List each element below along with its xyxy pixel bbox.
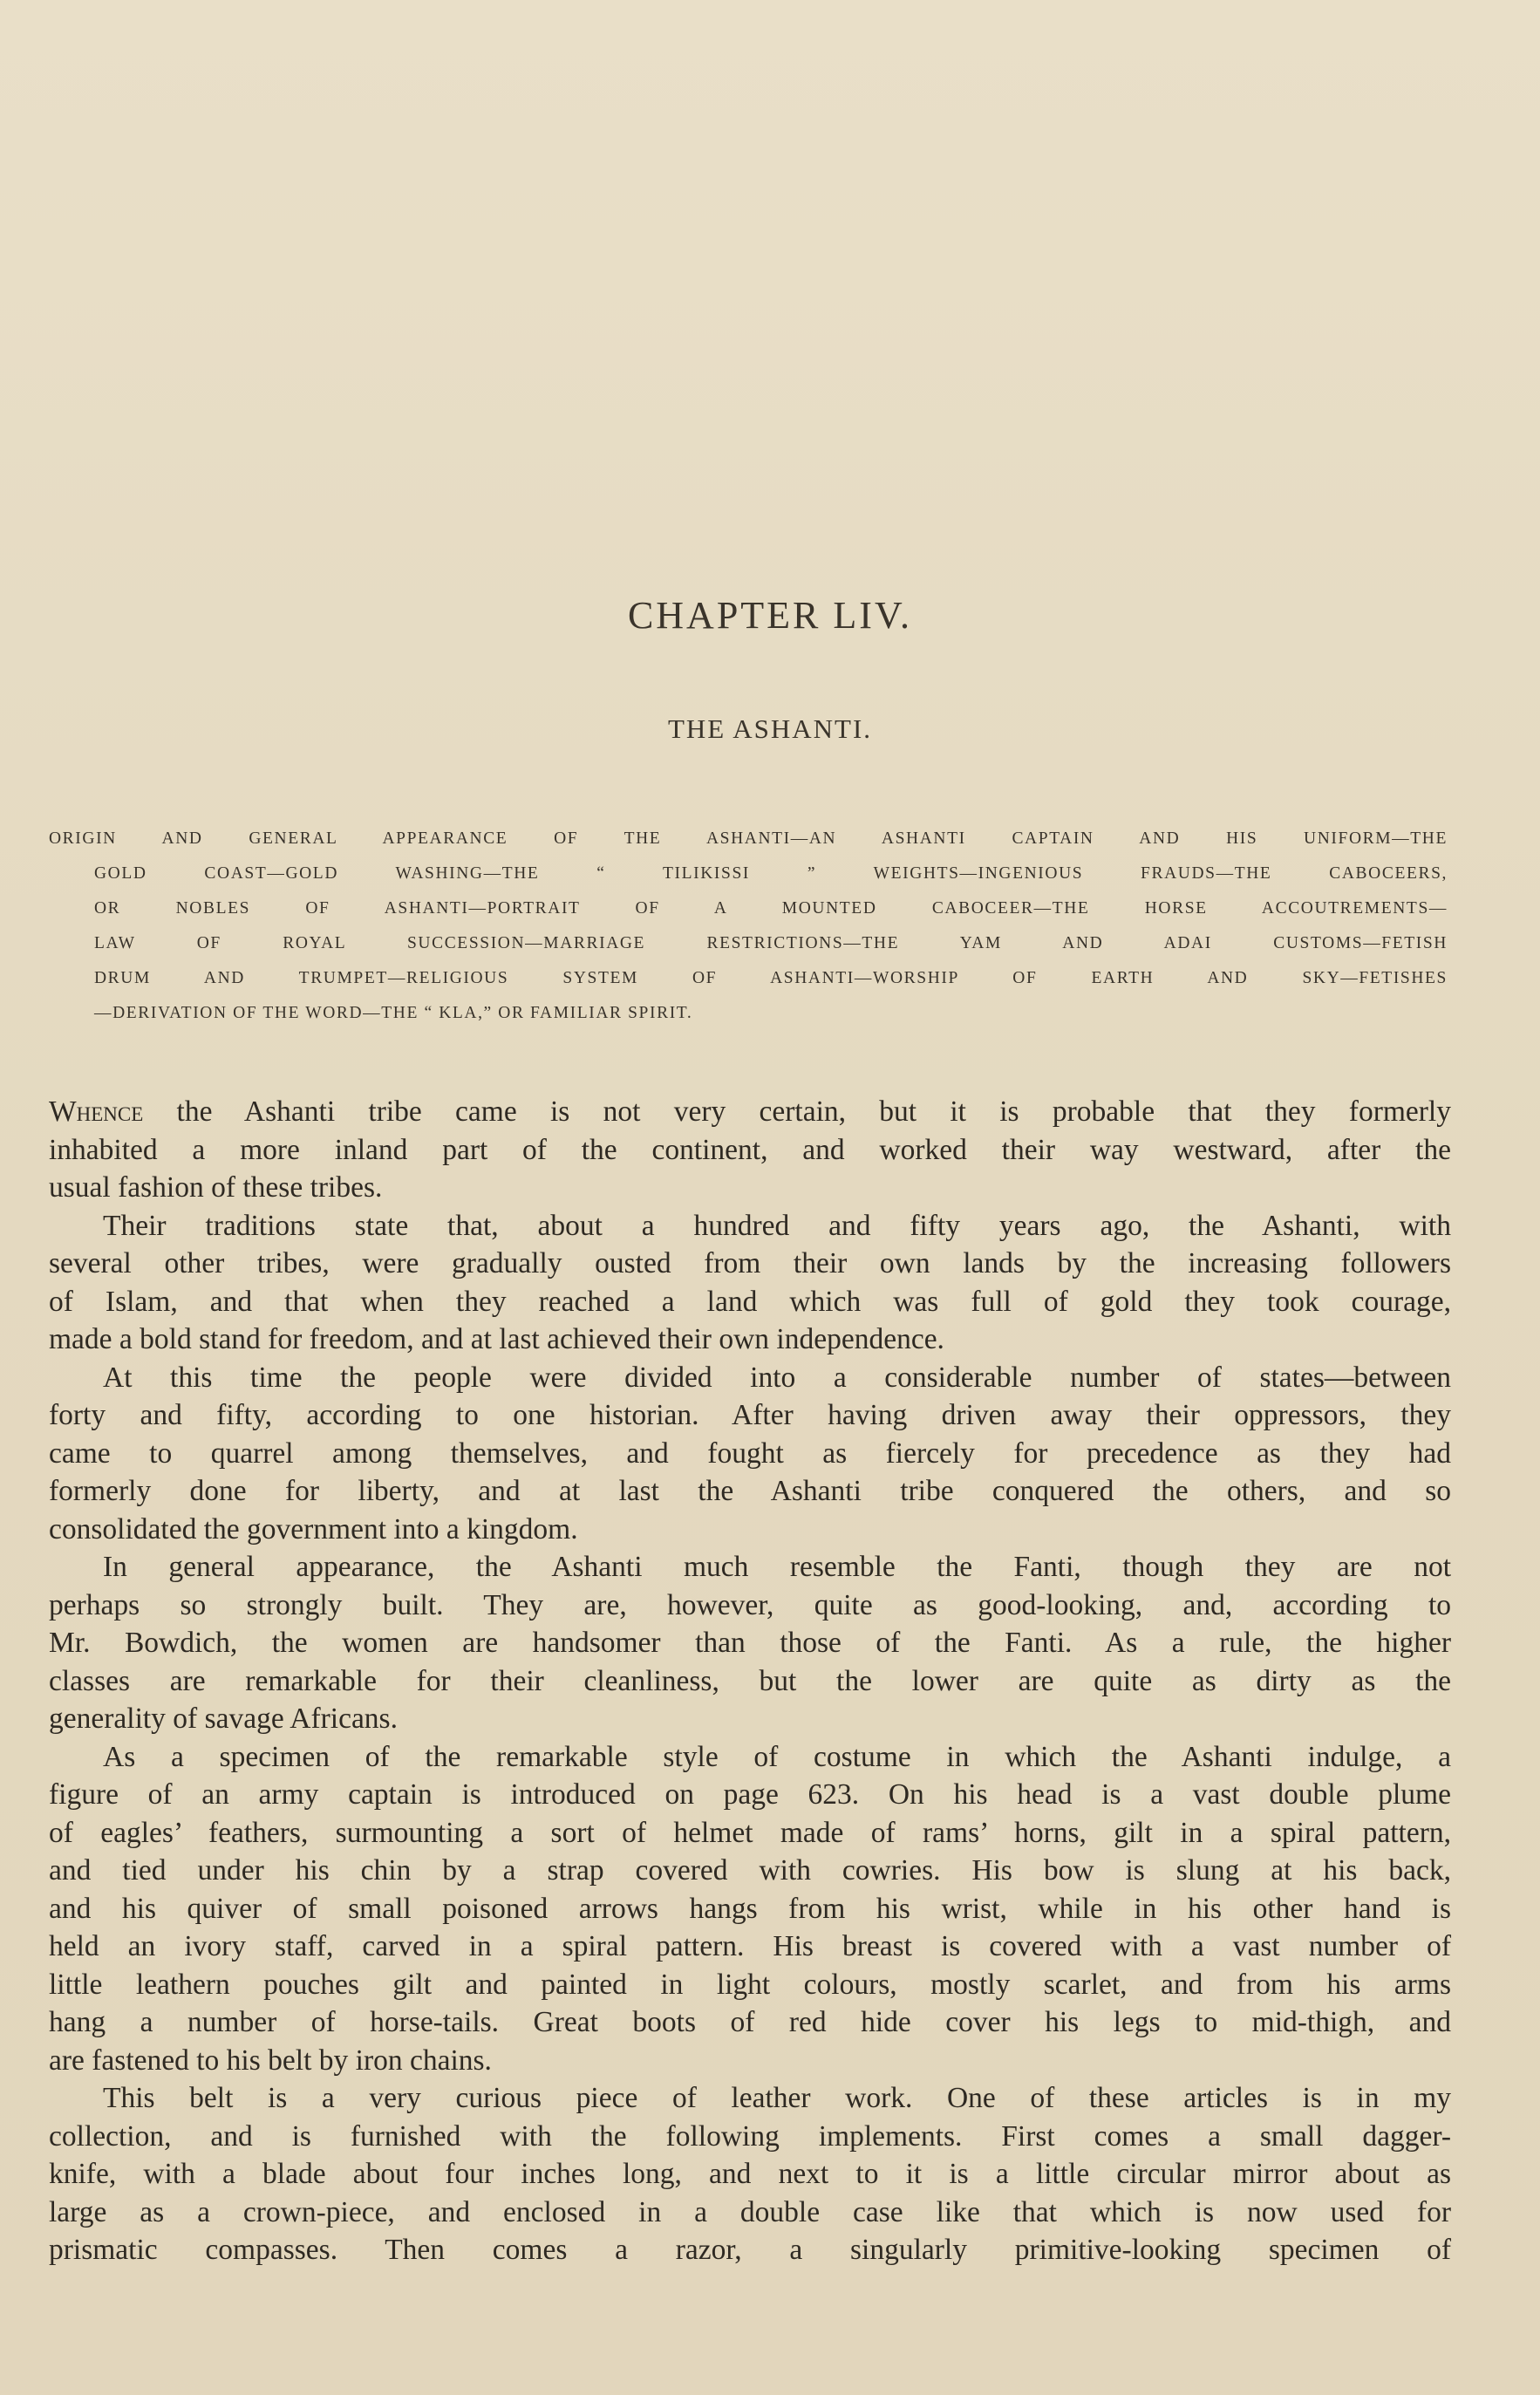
paragraph-line bbox=[49, 1093, 1451, 1131]
paragraph-line: came to quarrel among themselves, and fought as fiercely for precedence as they had bbox=[49, 1436, 1451, 1470]
paragraph-line: Their traditions state that, about a hundred and fifty years ago, the Ashanti, with bbox=[103, 1209, 1451, 1242]
paragraph-line: figure of an army captain is introduced on page 623. On his head is a vast double plume bbox=[49, 1778, 1451, 1811]
summary-line: OR NOBLES OF ASHANTI—PORTRAIT OF A MOUNTED CABOCEER—THE HORSE ACCOUTREMENTS— bbox=[94, 899, 1448, 918]
chapter-title: THE ASHANTI. bbox=[667, 713, 873, 744]
body-text bbox=[49, 1093, 1451, 2269]
paragraph-line: classes are remarkable for their cleanliness, but the lower are quite as dirty as the bbox=[49, 1664, 1451, 1697]
paragraph-line: made a bold stand for freedom, and at last achieved their own independence. bbox=[49, 1323, 944, 1355]
paragraph-line: of Islam, and that when they reached a land which was full of gold they took courage, bbox=[49, 1285, 1451, 1318]
summary-line: LAW OF ROYAL SUCCESSION—MARRIAGE RESTRICTIONS—THE YAM AND ADAI CUSTOMS—FETISH bbox=[94, 934, 1448, 952]
paragraph-line: As a specimen of the remarkable style of costume in which the Ashanti indulge, a bbox=[103, 1740, 1451, 1773]
paragraph-line: of eagles’ feathers, surmounting a sort of helmet made of rams’ horns, gilt in a spiral pattern, bbox=[49, 1816, 1451, 1849]
paragraph-line-text: the Ashanti tribe came is not very certain, but it is probable that they formerly bbox=[143, 1095, 1451, 1128]
paragraph-line: and tied under his chin by a strap covered with cowries. His bow is slung at his back, bbox=[49, 1854, 1451, 1887]
paragraph-line: large as a crown-piece, and enclosed in a double case like that which is now used for bbox=[49, 2195, 1451, 2228]
paragraph-line: collection, and is furnished with the following implements. First comes a small dagger- bbox=[49, 2119, 1451, 2153]
paragraph-line: hang a number of horse-tails. Great boots of red hide cover his legs to mid-thigh, and bbox=[49, 2006, 1451, 2038]
paragraph-line: This belt is a very curious piece of leather work. One of these articles is in my bbox=[103, 2082, 1451, 2114]
opening-word: Whence bbox=[49, 1095, 144, 1128]
paragraph-line: are fastened to his belt by iron chains. bbox=[49, 2044, 492, 2077]
paragraph-line: At this time the people were divided into a considerable number of states—between bbox=[103, 1361, 1451, 1394]
chapter-heading: CHAPTER LIV. bbox=[627, 594, 913, 637]
paragraph-line: usual fashion of these tribes. bbox=[49, 1171, 383, 1204]
paragraph-line: perhaps so strongly built. They are, however, quite as good-looking, and, according to bbox=[49, 1588, 1451, 1621]
paragraph-line: In general appearance, the Ashanti much resemble the Fanti, though they are not bbox=[103, 1551, 1451, 1583]
summary-line: DRUM AND TRUMPET—RELIGIOUS SYSTEM OF ASHANTI—WORSHIP OF EARTH AND SKY—FETISHES bbox=[94, 969, 1448, 987]
summary-line: —DERIVATION OF THE WORD—THE “ KLA,” OR FAMILIAR SPIRIT. bbox=[94, 1004, 693, 1022]
paragraph-line: several other tribes, were gradually ousted from their own lands by the increasing followers bbox=[49, 1247, 1451, 1279]
paragraph-line: prismatic compasses. Then comes a razor, a singularly primitive-looking specimen of bbox=[49, 2234, 1451, 2266]
paragraph-line: inhabited a more inland part of the continent, and worked their way westward, after the bbox=[49, 1133, 1451, 1166]
paragraph-line: generality of savage Africans. bbox=[49, 1702, 398, 1735]
paragraph-line: little leathern pouches gilt and painted in light colours, mostly scarlet, and from his arms bbox=[49, 1968, 1451, 2001]
chapter-summary bbox=[49, 822, 1448, 1031]
paragraph-line: formerly done for liberty, and at last the Ashanti tribe conquered the others, and so bbox=[49, 1475, 1451, 1507]
paragraph-line: held an ivory staff, carved in a spiral pattern. His breast is covered with a vast number of bbox=[49, 1930, 1451, 1962]
summary-line: ORIGIN AND GENERAL APPEARANCE OF THE ASHANTI—AN ASHANTI CAPTAIN AND HIS UNIFORM—THE bbox=[49, 829, 1448, 848]
paragraph-line: Mr. Bowdich, the women are handsomer than those of the Fanti. As a rule, the higher bbox=[49, 1627, 1451, 1659]
paragraph-line: consolidated the government into a kingdom. bbox=[49, 1512, 578, 1545]
summary-line: GOLD COAST—GOLD WASHING—THE “ TILIKISSI ” WEIGHTS—INGENIOUS FRAUDS—THE CABOCEERS, bbox=[94, 864, 1448, 883]
paragraph-line: forty and fifty, according to one historian. After having driven away their oppressors, they bbox=[49, 1399, 1451, 1431]
paragraph-line: and his quiver of small poisoned arrows hangs from his wrist, while in his other hand is bbox=[49, 1892, 1451, 1925]
paragraph-line: knife, with a blade about four inches long, and next to it is a little circular mirror about as bbox=[49, 2158, 1451, 2190]
